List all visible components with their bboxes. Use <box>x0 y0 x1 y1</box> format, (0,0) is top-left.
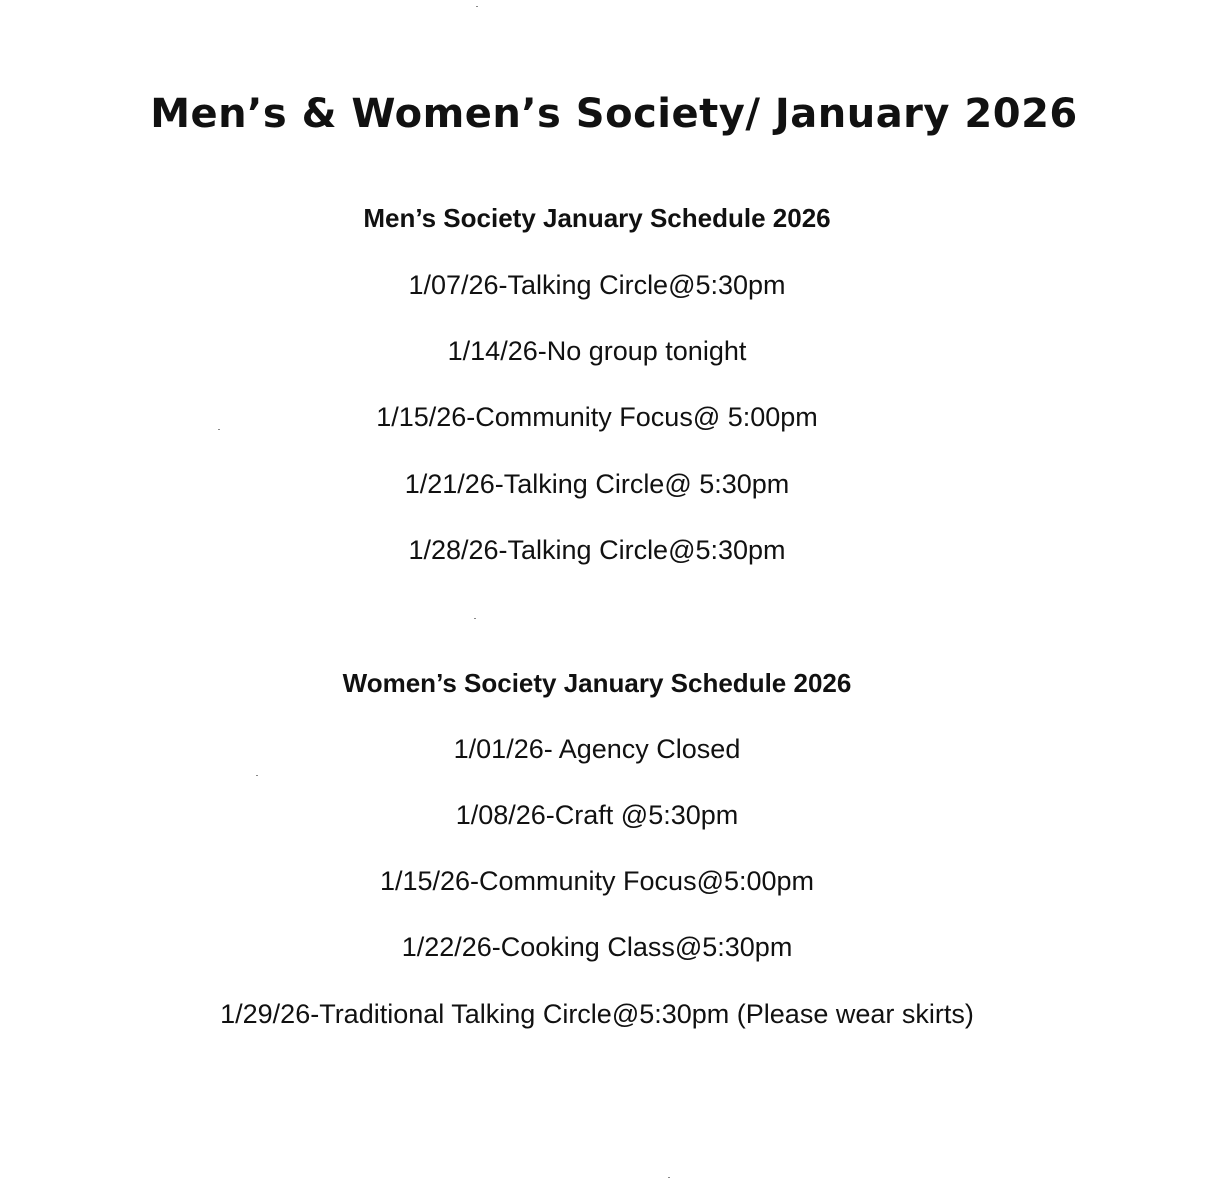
mens-schedule-entry: 1/21/26-Talking Circle@ 5:30pm <box>404 469 790 499</box>
scan-speck <box>476 6 478 7</box>
scan-speck <box>218 429 220 430</box>
womens-society-heading: Women’s Society January Schedule 2026 <box>342 668 852 698</box>
womens-schedule-entry: 1/08/26-Craft @5:30pm <box>455 800 739 830</box>
mens-schedule-entry: 1/14/26-No group tonight <box>447 336 747 366</box>
womens-schedule-entry: 1/01/26- Agency Closed <box>453 734 741 764</box>
scan-speck <box>256 775 258 776</box>
scan-speck <box>668 1177 670 1178</box>
mens-schedule-entry: 1/28/26-Talking Circle@5:30pm <box>408 535 786 565</box>
scan-speck <box>474 618 476 619</box>
mens-society-heading: Men’s Society January Schedule 2026 <box>363 203 831 233</box>
document-title: Men’s & Women’s Society/ January 2026 <box>150 91 1078 137</box>
mens-schedule-entry: 1/07/26-Talking Circle@5:30pm <box>408 270 786 300</box>
womens-schedule-entry: 1/15/26-Community Focus@5:00pm <box>379 866 815 896</box>
mens-schedule-entry: 1/15/26-Community Focus@ 5:00pm <box>376 402 818 432</box>
womens-schedule-entry: 1/22/26-Cooking Class@5:30pm <box>401 932 793 962</box>
womens-schedule-entry: 1/29/26-Traditional Talking Circle@5:30pm (Please wear skirts) <box>220 999 974 1029</box>
